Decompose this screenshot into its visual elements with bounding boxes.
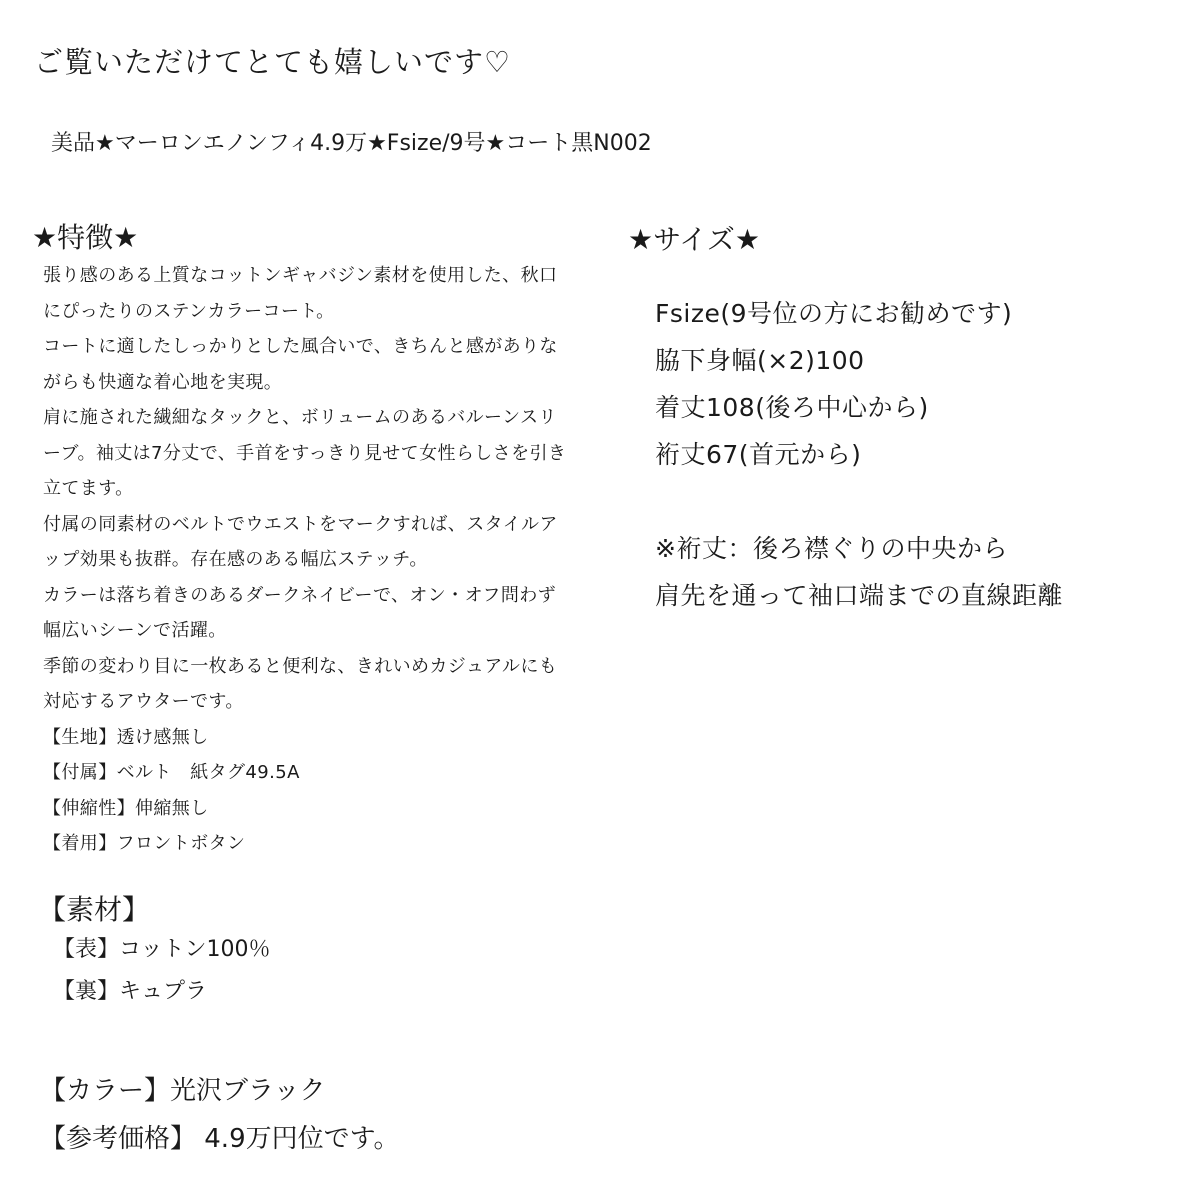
wearing-spec: 【着用】フロントボタン [43,833,246,854]
features-line: ーブ。袖丈は7分丈で、手首をすっきり見せて女性らしさを引き [43,442,567,464]
fabric-spec: 【生地】透け感無し [43,726,209,748]
features-line: 季節の変わり目に一枚あると便利な、きれいめカジュアルにも [43,655,558,677]
price-line: 【参考価格】 4.9万円位です。 [40,1124,400,1154]
size-heading: ★サイズ★ [628,223,760,256]
features-line: 対応するアウターです。 [43,691,244,712]
size-item: 脇下身幅(×2)100 [655,346,865,375]
stretch-spec: 【伸縮性】伸縮無し [43,797,209,819]
features-list [43,258,608,862]
features-line: コートに適したしっかりとした風合いで、きちんと感がありな [43,336,558,357]
features-line: 付属の同素材のベルトでウエストをマークすれば、スタイルア [43,513,558,535]
size-notes [655,525,1063,619]
product-title: 美品★マーロンエノンフィ4.9万★Fsize/9号★コート黒N002 [51,131,652,156]
size-item: 裄丈67(首元から) [655,440,862,469]
features-line: カラーは落ち着きのあるダークネイビーで、オン・オフ問わず [43,584,557,606]
features-line: 幅広いシーンで活躍。 [43,620,227,641]
features-line: 立てます。 [43,478,134,499]
size-item: 着丈108(後ろ中心から) [655,393,929,422]
greeting-text: ご覧いただけてとても嬉しいです♡ [34,45,511,79]
material-heading: 【素材】 [38,893,151,926]
features-line: 肩に施された繊細なタックと、ボリュームのあるバルーンスリ [43,407,557,428]
material-outer: 【表】コットン100％ [53,937,271,962]
features-line: にぴったりのステンカラーコート。 [43,300,335,322]
color-line: 【カラー】光沢ブラック [40,1076,326,1106]
features-line: がらも快適な着心地を実現。 [43,371,283,393]
size-item: Fsize(9号位の方にお勧めです) [655,299,1013,328]
size-note: 肩先を通って袖口端までの直線距離 [655,581,1064,610]
size-list [655,290,1012,478]
features-line: ップ効果も抜群。存在感のある幅広ステッチ。 [43,549,428,570]
accessory-spec: 【付属】ベルト 紙タグ49.5A [43,762,300,783]
features-heading: ★特徴★ [32,221,139,254]
material-lining: 【裏】キュプラ [53,979,208,1004]
size-note: ※裄丈：後ろ襟ぐりの中央から [655,534,1008,563]
features-line: 張り感のある上質なコットンギャバジン素材を使用した、秋口 [43,265,558,286]
